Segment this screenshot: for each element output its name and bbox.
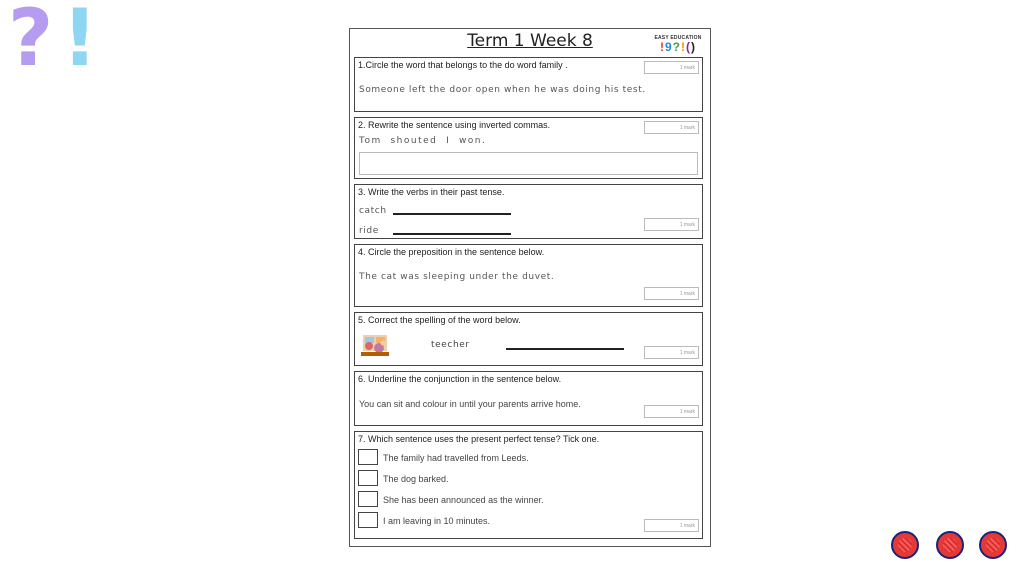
tick-box-option-1[interactable] bbox=[358, 449, 378, 465]
worksheet bbox=[349, 28, 711, 547]
option-1-label: The family had travelled from Leeds. bbox=[383, 453, 529, 463]
worksheet-title: Term 1 Week 8 bbox=[467, 31, 593, 51]
option-3-label: She has been announced as the winner. bbox=[383, 495, 544, 505]
question-1 bbox=[354, 57, 703, 112]
teacher-picture bbox=[359, 329, 391, 359]
question-5-prompt: 5. Correct the spelling of the word below. bbox=[358, 315, 521, 325]
question-1-sentence[interactable]: Someone left the door open when he was doing his test. bbox=[359, 85, 646, 95]
answer-line-catch[interactable] bbox=[393, 213, 511, 215]
mark-box: 1 mark bbox=[644, 218, 699, 231]
answer-input[interactable] bbox=[359, 152, 698, 175]
red-dot-icon[interactable] bbox=[979, 531, 1007, 559]
question-7 bbox=[354, 431, 703, 539]
logo-text: EASY EDUCATION bbox=[654, 35, 702, 41]
question-6-sentence[interactable]: You can sit and colour in until your parents arrive home. bbox=[359, 399, 581, 409]
question-2-sentence: Tom shouted I won. bbox=[359, 136, 487, 146]
tick-box-option-4[interactable] bbox=[358, 512, 378, 528]
exclamation-mark-decoration: ! bbox=[62, 0, 98, 84]
red-dot-icon[interactable] bbox=[891, 531, 919, 559]
tick-box-option-2[interactable] bbox=[358, 470, 378, 486]
option-2-label: The dog barked. bbox=[383, 474, 449, 484]
answer-line-ride[interactable] bbox=[393, 233, 511, 235]
question-2-prompt: 2. Rewrite the sentence using inverted commas. bbox=[358, 120, 551, 130]
question-4 bbox=[354, 244, 703, 307]
question-3 bbox=[354, 184, 703, 239]
mark-box: 1 mark bbox=[644, 121, 699, 134]
mark-box: 1 mark bbox=[644, 519, 699, 532]
easy-education-logo bbox=[654, 35, 702, 53]
logo-glyphs: !9?!() bbox=[659, 40, 697, 54]
question-mark-decoration: ? bbox=[8, 0, 54, 84]
question-7-prompt: 7. Which sentence uses the present perfect tense? Tick one. bbox=[358, 434, 600, 444]
mark-box: 1 mark bbox=[644, 405, 699, 418]
misspelled-word: teecher bbox=[431, 340, 470, 350]
tick-box-option-3[interactable] bbox=[358, 491, 378, 507]
answer-line-spelling[interactable] bbox=[506, 348, 624, 350]
mark-box: 1 mark bbox=[644, 61, 699, 74]
mark-box: 1 mark bbox=[644, 346, 699, 359]
verb-ride-label: ride bbox=[359, 226, 379, 236]
verb-catch-label: catch bbox=[359, 206, 387, 216]
question-3-prompt: 3. Write the verbs in their past tense. bbox=[358, 187, 505, 197]
question-1-prompt: 1.Circle the word that belongs to the do word family . bbox=[358, 60, 568, 70]
question-4-prompt: 4. Circle the preposition in the sentence below. bbox=[358, 247, 545, 257]
question-6-prompt: 6. Underline the conjunction in the sentence below. bbox=[358, 374, 562, 384]
question-6 bbox=[354, 371, 703, 426]
question-5 bbox=[354, 312, 703, 366]
question-4-sentence[interactable]: The cat was sleeping under the duvet. bbox=[359, 272, 555, 282]
mark-box: 1 mark bbox=[644, 287, 699, 300]
question-2 bbox=[354, 117, 703, 179]
option-4-label: I am leaving in 10 minutes. bbox=[383, 516, 491, 526]
red-dot-icon[interactable] bbox=[936, 531, 964, 559]
